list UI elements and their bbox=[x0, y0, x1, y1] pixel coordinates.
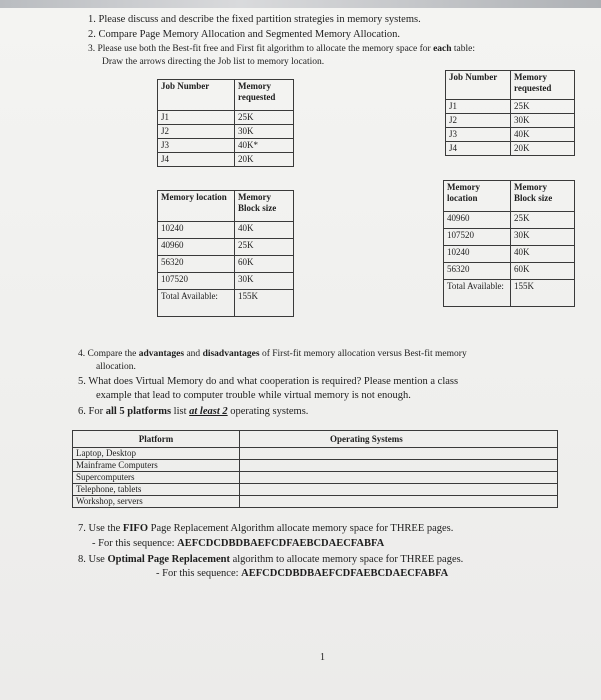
question-8-text: Use bbox=[88, 554, 108, 565]
table-row bbox=[158, 125, 294, 139]
question-6-text: For bbox=[88, 406, 106, 417]
question-6-at-least: at least 2 bbox=[189, 406, 228, 417]
memory-cell: 20K bbox=[235, 153, 294, 167]
question-4 bbox=[78, 348, 467, 360]
location-cell: 40960 bbox=[158, 239, 235, 256]
question-8-number: 8. bbox=[78, 554, 86, 565]
table-row bbox=[73, 460, 558, 472]
location-cell: 56320 bbox=[444, 263, 511, 280]
left-memory-header-location: Memory location bbox=[158, 191, 235, 222]
job-cell: J1 bbox=[446, 100, 511, 114]
question-6-number: 6. bbox=[78, 406, 86, 417]
question-1 bbox=[88, 14, 421, 26]
platform-cell: Laptop, Desktop bbox=[73, 448, 240, 460]
table-row bbox=[73, 496, 558, 508]
size-cell: 60K bbox=[511, 263, 575, 280]
right-job-table bbox=[445, 70, 575, 156]
question-2 bbox=[88, 29, 400, 41]
table-row bbox=[444, 229, 575, 246]
size-cell: 25K bbox=[235, 239, 294, 256]
platform-cell: Supercomputers bbox=[73, 472, 240, 484]
question-6 bbox=[78, 406, 308, 418]
page-number: 1 bbox=[320, 652, 325, 663]
table-row bbox=[444, 280, 575, 307]
question-8-text-end: algorithm to allocate memory space for THREE pages. bbox=[229, 554, 464, 565]
question-1-text: Please discuss and describe the fixed partition strategies in memory systems. bbox=[98, 14, 421, 25]
total-label-cell: Total Available: bbox=[444, 280, 511, 307]
table-row bbox=[158, 256, 294, 273]
os-header: Operating Systems bbox=[240, 431, 558, 448]
left-job-header-memory: Memory requested bbox=[235, 80, 294, 111]
question-6-list: list bbox=[171, 406, 190, 417]
question-2-number: 2. bbox=[88, 29, 96, 40]
table-row bbox=[444, 263, 575, 280]
table-row bbox=[73, 472, 558, 484]
question-7-number: 7. bbox=[78, 523, 86, 534]
size-cell: 30K bbox=[511, 229, 575, 246]
table-row bbox=[158, 273, 294, 290]
table-row bbox=[158, 222, 294, 239]
table-row bbox=[158, 139, 294, 153]
question-4-and: and bbox=[184, 349, 203, 359]
question-4-line-2: allocation. bbox=[96, 362, 136, 372]
memory-cell: 40K* bbox=[235, 139, 294, 153]
question-4-advantages: advantages bbox=[138, 349, 185, 359]
question-8 bbox=[78, 554, 463, 566]
left-job-table bbox=[157, 79, 294, 167]
table-row bbox=[73, 484, 558, 496]
os-cell bbox=[240, 460, 558, 472]
question-8-sequence: AEFCDCDBDBAEFCDFAEBCDAECFABFA bbox=[241, 568, 449, 579]
question-7 bbox=[78, 523, 453, 535]
question-3-line-2: Draw the arrows directing the Job list to memory location. bbox=[102, 57, 325, 67]
memory-cell: 25K bbox=[235, 111, 294, 125]
question-5-text: What does Virtual Memory do and what cooperation is required? Please mention a class bbox=[88, 376, 459, 387]
memory-cell: 30K bbox=[511, 114, 575, 128]
question-7-sequence-label: - For this sequence: bbox=[92, 538, 178, 549]
left-memory-table bbox=[157, 190, 294, 317]
total-value-cell: 155K bbox=[235, 290, 294, 317]
table-row bbox=[446, 142, 575, 156]
size-cell: 60K bbox=[235, 256, 294, 273]
size-cell: 25K bbox=[511, 212, 575, 229]
question-4-text: Compare the bbox=[87, 349, 139, 359]
right-job-header-job: Job Number bbox=[446, 71, 511, 100]
memory-cell: 25K bbox=[511, 100, 575, 114]
size-cell: 30K bbox=[235, 273, 294, 290]
question-8-optimal: Optimal Page Replacement bbox=[107, 554, 230, 565]
total-value-cell: 155K bbox=[511, 280, 575, 307]
memory-cell: 40K bbox=[511, 128, 575, 142]
question-5-line-2: example that lead to computer trouble while virtual memory is not enough. bbox=[96, 390, 411, 401]
left-job-header-row bbox=[158, 80, 294, 111]
location-cell: 40960 bbox=[444, 212, 511, 229]
question-3-text: Please use both the Best-fit free and First fit algorithm to allocate the memory space for bbox=[97, 44, 434, 54]
question-6-text-end: operating systems. bbox=[227, 406, 309, 417]
question-3-number: 3. bbox=[88, 44, 96, 54]
top-shadow-band bbox=[0, 0, 601, 8]
question-3 bbox=[88, 43, 475, 55]
location-cell: 10240 bbox=[444, 246, 511, 263]
job-cell: J4 bbox=[446, 142, 511, 156]
table-row bbox=[446, 114, 575, 128]
table-row bbox=[446, 100, 575, 114]
platform-header: Platform bbox=[73, 431, 240, 448]
question-8-sequence-label: - For this sequence: bbox=[156, 568, 242, 579]
table-row bbox=[158, 111, 294, 125]
question-7-sequence-line bbox=[92, 538, 384, 550]
question-8-sequence-line bbox=[156, 568, 448, 580]
right-memory-header-row bbox=[444, 181, 575, 212]
table-row bbox=[158, 153, 294, 167]
job-cell: J4 bbox=[158, 153, 235, 167]
platform-cell: Telephone, tablets bbox=[73, 484, 240, 496]
left-job-header-job: Job Number bbox=[158, 80, 235, 111]
memory-cell: 20K bbox=[511, 142, 575, 156]
table-row bbox=[446, 128, 575, 142]
job-cell: J2 bbox=[446, 114, 511, 128]
location-cell: 107520 bbox=[158, 273, 235, 290]
platform-cell: Mainframe Computers bbox=[73, 460, 240, 472]
table-row bbox=[73, 448, 558, 460]
size-cell: 40K bbox=[235, 222, 294, 239]
question-7-text-end: Page Replacement Algorithm allocate memory space for THREE pages. bbox=[148, 523, 454, 534]
total-label-cell: Total Available: bbox=[158, 290, 235, 317]
os-cell bbox=[240, 484, 558, 496]
question-3-text-end: table: bbox=[451, 44, 476, 54]
question-4-disadvantages: disadvantages bbox=[202, 349, 260, 359]
question-4-number: 4. bbox=[78, 349, 86, 359]
table-row bbox=[158, 290, 294, 317]
platform-cell: Workshop, servers bbox=[73, 496, 240, 508]
location-cell: 56320 bbox=[158, 256, 235, 273]
question-7-fifo: FIFO bbox=[122, 523, 149, 534]
right-memory-header-location: Memory location bbox=[444, 181, 511, 212]
os-cell bbox=[240, 496, 558, 508]
question-2-text: Compare Page Memory Allocation and Segmented Memory Allocation. bbox=[98, 29, 401, 40]
memory-cell: 30K bbox=[235, 125, 294, 139]
job-cell: J3 bbox=[158, 139, 235, 153]
question-7-sequence: AEFCDCDBDBAEFCDFAEBCDAECFABFA bbox=[177, 538, 385, 549]
question-7-text: Use the bbox=[88, 523, 123, 534]
right-job-header-memory: Memory requested bbox=[511, 71, 575, 100]
question-1-number: 1. bbox=[88, 14, 96, 25]
right-memory-table bbox=[443, 180, 575, 307]
platforms-header-row bbox=[73, 431, 558, 448]
table-row bbox=[158, 239, 294, 256]
table-row bbox=[444, 212, 575, 229]
right-memory-header-size: Memory Block size bbox=[511, 181, 575, 212]
question-5 bbox=[78, 376, 458, 388]
job-cell: J2 bbox=[158, 125, 235, 139]
os-cell bbox=[240, 472, 558, 484]
job-cell: J1 bbox=[158, 111, 235, 125]
question-5-number: 5. bbox=[78, 376, 86, 387]
job-cell: J3 bbox=[446, 128, 511, 142]
size-cell: 40K bbox=[511, 246, 575, 263]
left-memory-header-size: Memory Block size bbox=[235, 191, 294, 222]
os-cell bbox=[240, 448, 558, 460]
location-cell: 107520 bbox=[444, 229, 511, 246]
left-memory-header-row bbox=[158, 191, 294, 222]
location-cell: 10240 bbox=[158, 222, 235, 239]
table-row bbox=[444, 246, 575, 263]
question-6-all-5: all 5 platforms bbox=[105, 406, 172, 417]
right-job-header-row bbox=[446, 71, 575, 100]
platforms-table bbox=[72, 430, 558, 508]
question-3-emphasis: each bbox=[433, 44, 452, 54]
question-4-text-end: of First-fit memory allocation versus Best-fit memory bbox=[259, 349, 467, 359]
